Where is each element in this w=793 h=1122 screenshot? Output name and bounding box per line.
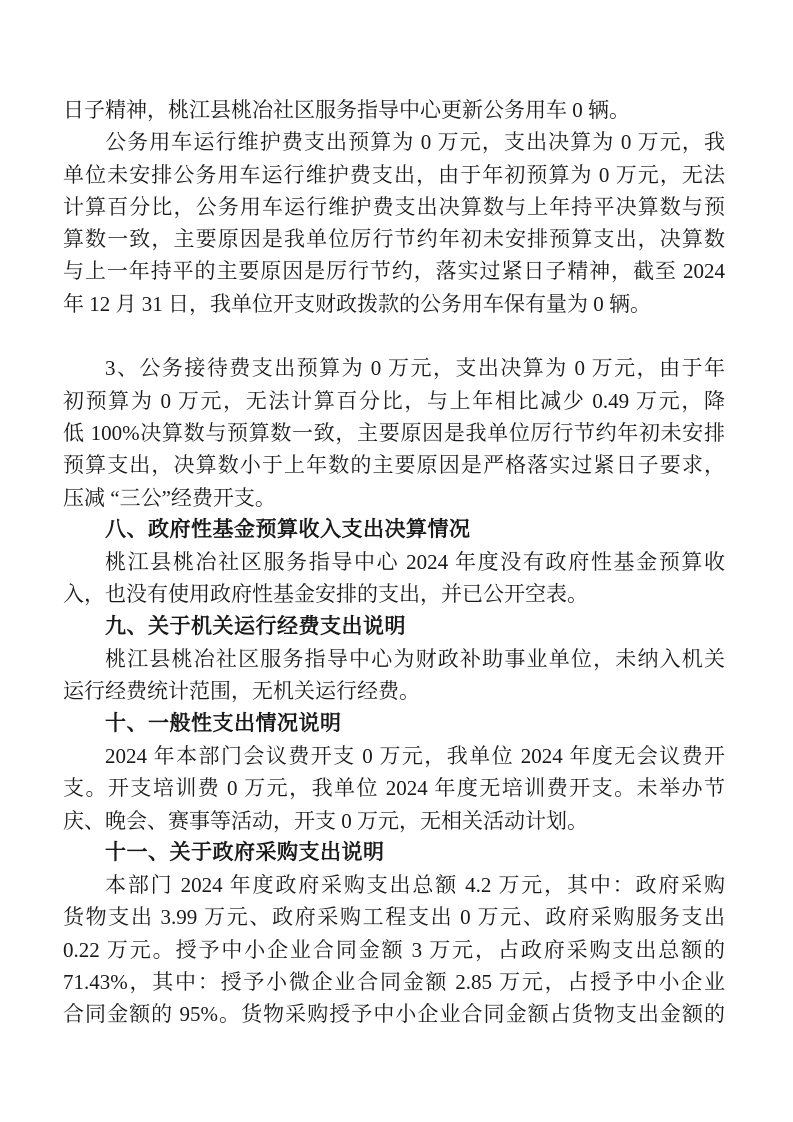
text-line: 71.43%，其中：授予小微企业合同金额 2.85 万元，占授予中小企业 — [63, 970, 725, 995]
text-line: 3、公务接待费支出预算为 0 万元，支出决算为 0 万元，由于年 — [105, 356, 725, 381]
text-line: 本部门 2024 年度政府采购支出总额 4.2 万元，其中：政府采购 — [105, 873, 725, 898]
text-line: 计算百分比，公务用车运行维护费支出决算数与上年持平决算数与预 — [63, 194, 725, 219]
document-body — [63, 94, 725, 1031]
text-line: 合同金额的 95%。货物采购授予中小企业合同金额占货物支出金额的 — [63, 1002, 725, 1027]
section-heading: 十、一般性支出情况说明 — [105, 711, 342, 735]
text-line: 支。开支培训费 0 万元，我单位 2024 年度无培训费开支。未举办节 — [63, 776, 725, 801]
text-line: 桃江县桃冶社区服务指导中心 2024 年度没有政府性基金预算收 — [105, 550, 725, 575]
text-line: 低 100%决算数与预算数一致，主要原因是我单位厉行节约年初未安排 — [63, 420, 725, 445]
text-line: 货物支出 3.99 万元、政府采购工程支出 0 万元、政府采购服务支出 — [63, 905, 725, 930]
section-heading: 八、政府性基金预算收入支出决算情况 — [105, 517, 471, 541]
text-line: 2024 年本部门会议费开支 0 万元，我单位 2024 年度无会议费开 — [105, 743, 725, 768]
text-line: 入，也没有使用政府性基金安排的支出，并已公开空表。 — [63, 582, 588, 607]
text-line: 单位未安排公务用车运行维护费支出，由于年初预算为 0 万元，无法 — [63, 162, 725, 187]
text-line: 庆、晚会、赛事等活动，开支 0 万元，无相关活动计划。 — [63, 808, 588, 833]
text-line: 与上一年持平的主要原因是厉行节约，落实过紧日子精神，截至 2024 — [63, 259, 725, 284]
text-line: 压减 “三公”经费开支。 — [63, 485, 276, 510]
text-line: 运行经费统计范围，无机关运行经费。 — [63, 679, 420, 704]
text-line: 算数一致，主要原因是我单位厉行节约年初未安排预算支出，决算数 — [63, 227, 725, 252]
section-heading: 十一、关于政府采购支出说明 — [105, 840, 385, 864]
text-line: 预算支出，决算数小于上年数的主要原因是严格落实过紧日子要求， — [63, 453, 725, 478]
blank-line — [63, 320, 725, 352]
text-line: 0.22 万元。授予中小企业合同金额 3 万元，占政府采购支出总额的 — [63, 937, 725, 962]
text-line: 公务用车运行维护费支出预算为 0 万元，支出决算为 0 万元，我 — [105, 130, 725, 155]
text-line: 初预算为 0 万元，无法计算百分比，与上年相比减少 0.49 万元，降 — [63, 388, 725, 413]
section-heading: 九、关于机关运行经费支出说明 — [105, 614, 406, 638]
text-line: 日子精神，桃江县桃冶社区服务指导中心更新公务用车 0 辆。 — [63, 98, 630, 122]
text-line: 年 12 月 31 日，我单位开支财政拨款的公务用车保有量为 0 辆。 — [63, 291, 651, 316]
text-line: 桃江县桃冶社区服务指导中心为财政补助事业单位，未纳入机关 — [105, 647, 725, 672]
